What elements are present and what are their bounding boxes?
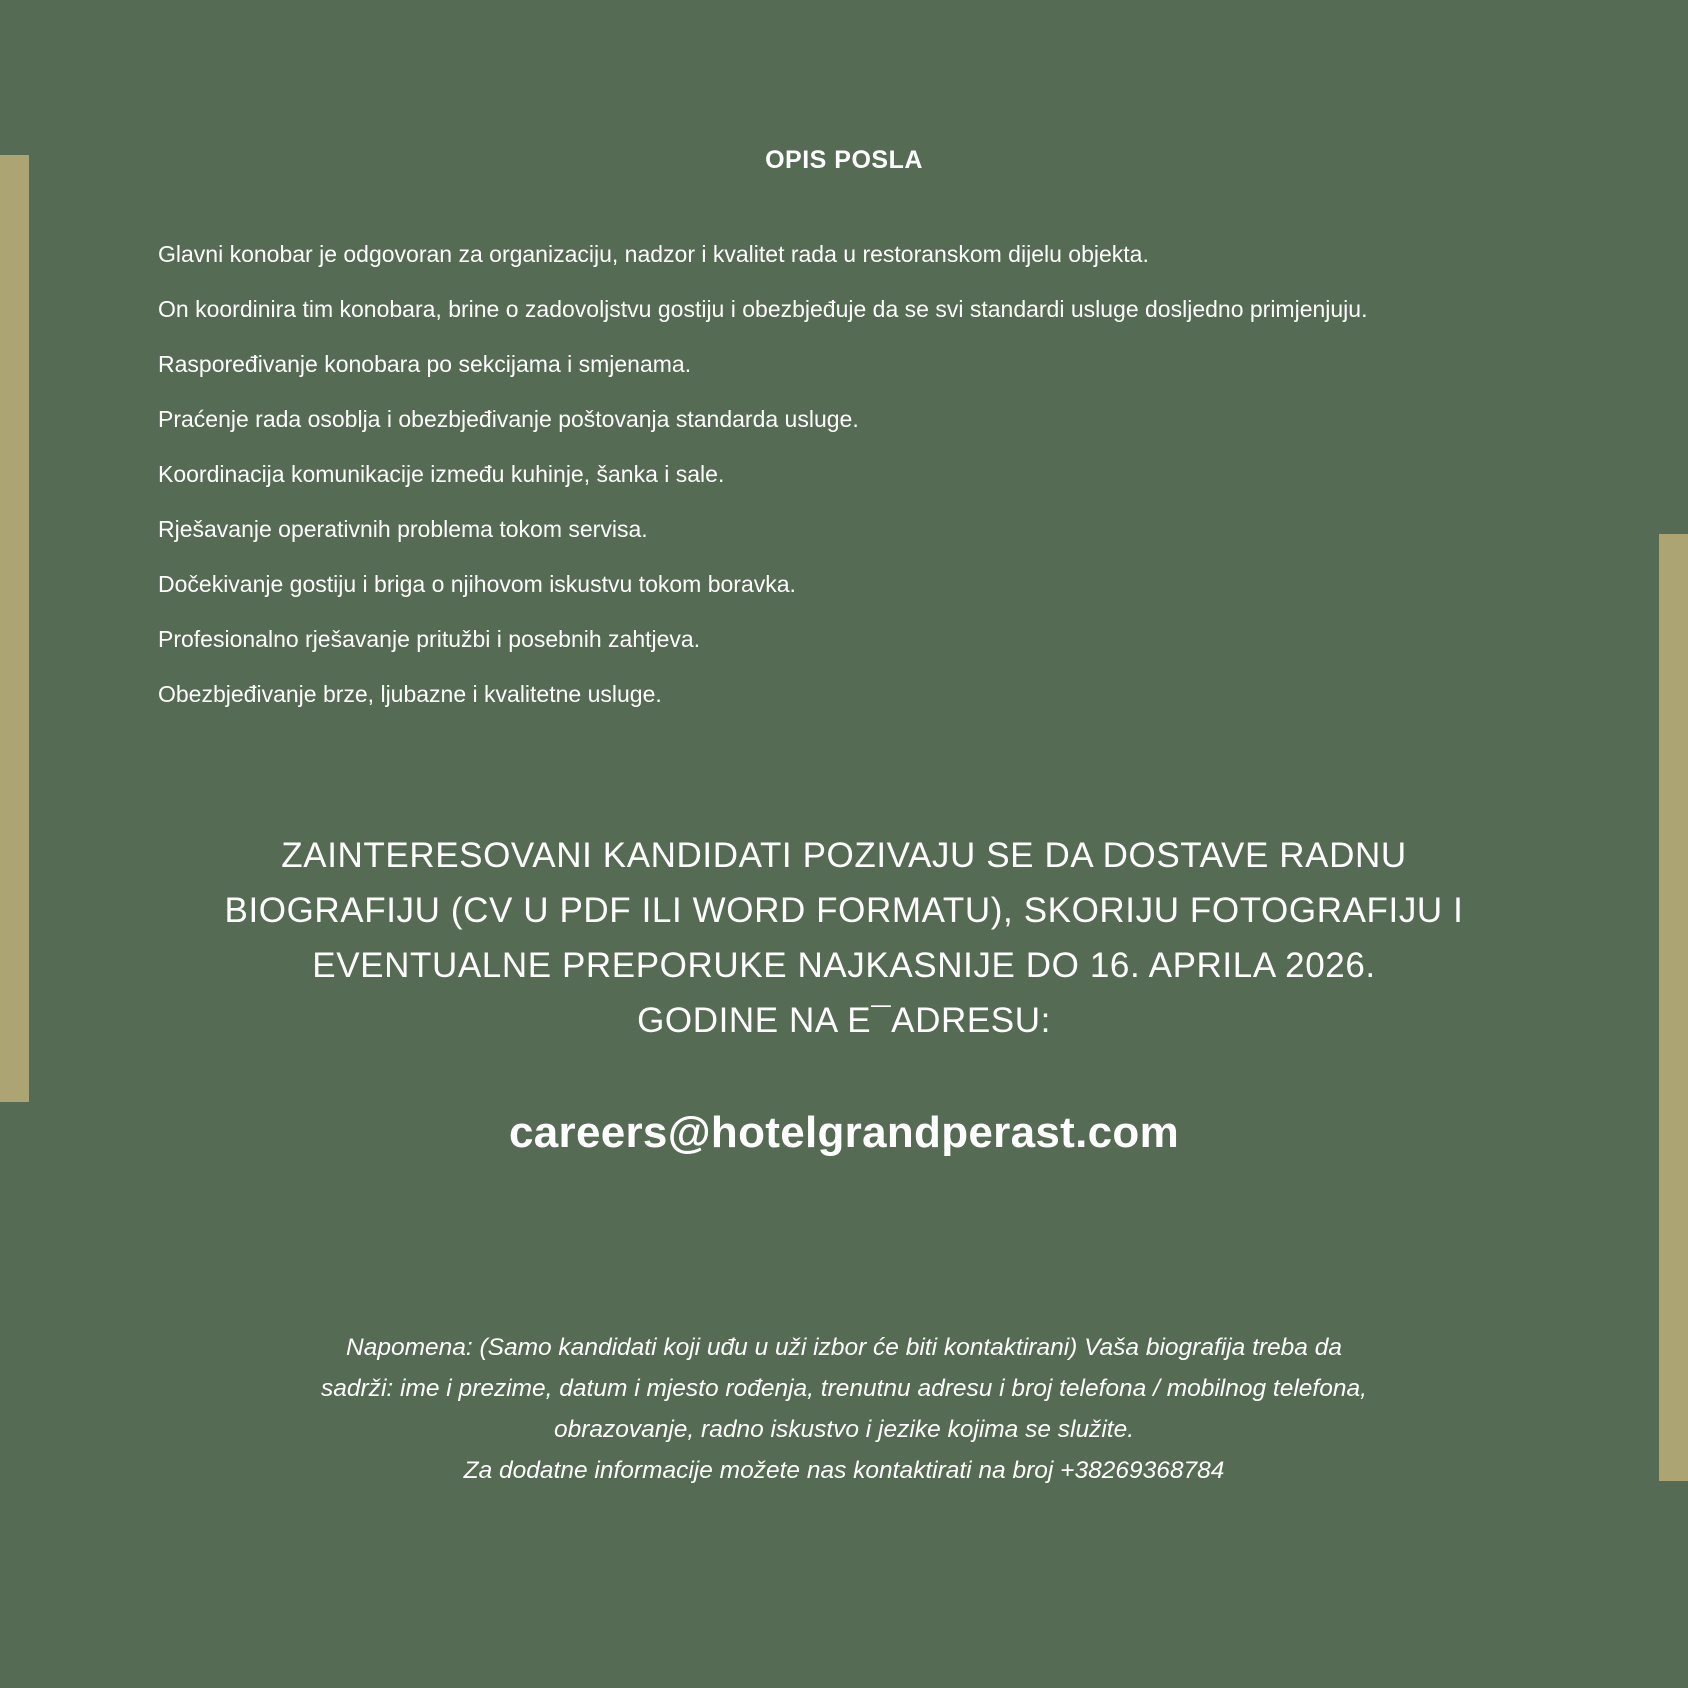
section-title: OPIS POSLA xyxy=(765,146,923,174)
duty-item: Obezbjeđivanje brze, ljubazne i kvalitetne usluge. xyxy=(158,681,662,707)
note xyxy=(0,1327,1688,1491)
duty-item: Profesionalno rješavanje pritužbi i posebnih zahtjeva. xyxy=(158,626,701,652)
job-description-line: On koordinira tim konobara, brine o zadovoljstvu gostiju i obezbjeđuje da se svi standardi usluge dosljedno primjenjuju. xyxy=(158,296,1368,322)
note-line: Napomena: (Samo kandidati koji uđu u uži izbor će biti kontaktirani) Vaša biografija treba da xyxy=(346,1334,1342,1361)
duty-item: Rješavanje operativnih problema tokom servisa. xyxy=(158,516,648,542)
duty-item: Dočekivanje gostiju i briga o njihovom iskustvu tokom boravka. xyxy=(158,571,796,597)
note-line: obrazovanje, radno iskustvo i jezike kojima se služite. xyxy=(553,1416,1135,1443)
duty-item: Praćenje rada osoblja i obezbjeđivanje poštovanja standarda usluge. xyxy=(158,406,859,432)
call-to-action-line: EVENTUALNE PREPORUKE NAJKASNIJE DO 16. APRILA 2026. xyxy=(312,946,1376,985)
job-description-line: Glavni konobar je odgovoran za organizaciju, nadzor i kvalitet rada u restoranskom dijelu objekta. xyxy=(158,241,1149,267)
call-to-action xyxy=(0,828,1688,1048)
contact-phone-line: Za dodatne informacije možete nas kontaktirati na broj +38269368784 xyxy=(463,1457,1225,1484)
note-line: sadrži: ime i prezime, datum i mjesto rođenja, trenutnu adresu i broj telefona / mobilnog telefona, xyxy=(321,1375,1367,1402)
duty-item: Koordinacija komunikacije između kuhinje, šanka i sale. xyxy=(158,461,725,487)
call-to-action-line: ZAINTERESOVANI KANDIDATI POZIVAJU SE DA DOSTAVE RADNU xyxy=(281,836,1407,875)
job-description-list xyxy=(158,236,1638,731)
call-to-action-line: BIOGRAFIJU (CV U PDF ILI WORD FORMATU), SKORIJU FOTOGRAFIJU I xyxy=(224,891,1464,930)
call-to-action-line: GODINE NA E¯ADRESU: xyxy=(637,1001,1051,1040)
duty-item: Raspoređivanje konobara po sekcijama i smjenama. xyxy=(158,351,692,377)
contact-email[interactable]: careers@hotelgrandperast.com xyxy=(509,1108,1179,1157)
